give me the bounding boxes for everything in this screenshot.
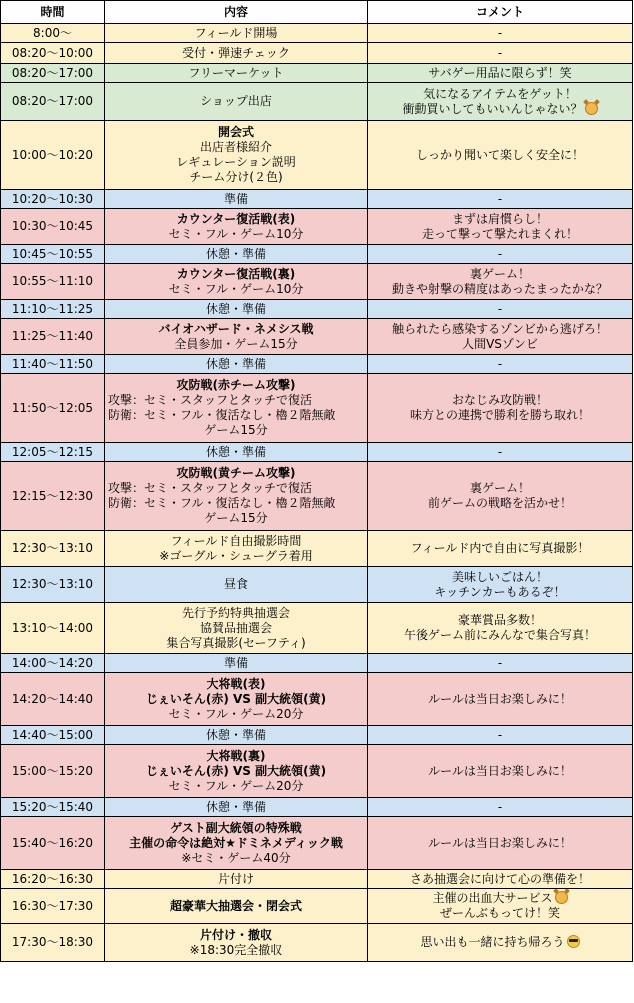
time-cell: 12:15〜12:30 bbox=[1, 462, 105, 531]
content-line: 防衛：セミ・フル・復活なし・櫓２階無敵 bbox=[108, 408, 336, 422]
time-cell: 15:40〜16:20 bbox=[1, 817, 105, 870]
comment-line bbox=[371, 282, 629, 297]
table-row bbox=[1, 24, 633, 43]
comment-cell bbox=[368, 264, 633, 300]
content-cell bbox=[105, 24, 368, 43]
comment-text: まずは肩慣らし！ bbox=[451, 211, 548, 226]
comment-text: しっかり聞いて楽しく安全に！ bbox=[415, 147, 584, 162]
table-row bbox=[1, 64, 633, 83]
content-line: セミ・フル・ゲーム10分 bbox=[168, 226, 304, 241]
content-cell bbox=[105, 745, 368, 798]
comment-cell bbox=[368, 209, 633, 245]
time-cell: 12:05〜12:15 bbox=[1, 443, 105, 462]
comment-cell bbox=[368, 924, 633, 962]
content-cell bbox=[105, 870, 368, 889]
comment-text: 人間VSゾンビ bbox=[462, 336, 538, 351]
table-row bbox=[1, 355, 633, 374]
time-cell: 13:10〜14:00 bbox=[1, 603, 105, 654]
time-cell: 16:30〜17:30 bbox=[1, 889, 105, 924]
header-comment: コメント bbox=[368, 1, 633, 24]
comment-cell bbox=[368, 673, 633, 726]
content-line: ショップ出店 bbox=[200, 94, 272, 108]
comment-text: おなじみ攻防戦！ bbox=[451, 393, 548, 407]
comment-line bbox=[371, 337, 629, 352]
content-line: フィールド開場 bbox=[194, 25, 278, 40]
comment-text: 気になるアイテムをゲット！ bbox=[423, 86, 577, 101]
content-line: 片付け・撤収 bbox=[199, 927, 272, 942]
content-cell bbox=[105, 924, 368, 962]
content-line: ※セミ・ゲーム40分 bbox=[181, 850, 291, 865]
time-cell: 14:00〜14:20 bbox=[1, 654, 105, 673]
comment-line bbox=[371, 496, 629, 511]
content-cell bbox=[105, 889, 368, 924]
table-row bbox=[1, 745, 633, 798]
content-line: 休憩・準備 bbox=[205, 356, 266, 371]
smiling-devil-icon bbox=[585, 102, 598, 115]
time-cell: 10:00〜10:20 bbox=[1, 121, 105, 190]
comment-line bbox=[371, 192, 629, 207]
content-line: フィールド自由撮影時間 bbox=[170, 533, 302, 548]
content-cell bbox=[105, 817, 368, 870]
content-cell bbox=[105, 209, 368, 245]
comment-text: キッチンカーもあるぞ！ bbox=[434, 584, 566, 599]
comment-line bbox=[371, 613, 629, 628]
comment-text: 午後ゲーム前にみんなで集合写真！ bbox=[403, 628, 596, 642]
comment-text: - bbox=[497, 655, 503, 670]
comment-line bbox=[371, 302, 629, 317]
content-line: 協賛品抽選会 bbox=[199, 620, 272, 635]
comment-cell bbox=[368, 889, 633, 924]
comment-cell bbox=[368, 355, 633, 374]
content-cell bbox=[105, 798, 368, 817]
comment-line bbox=[371, 357, 629, 372]
comment-cell bbox=[368, 462, 633, 531]
content-line: 大将戦(表) bbox=[206, 676, 266, 691]
comment-text: ルールは当日お楽しみに！ bbox=[428, 763, 572, 778]
content-line: 休憩・準備 bbox=[205, 444, 266, 459]
time-cell: 15:20〜15:40 bbox=[1, 798, 105, 817]
content-cell bbox=[105, 64, 368, 83]
content-cell bbox=[105, 190, 368, 209]
content-cell bbox=[105, 264, 368, 300]
time-cell: 14:20〜14:40 bbox=[1, 673, 105, 726]
time-cell: 11:10〜11:25 bbox=[1, 300, 105, 319]
header-content: 内容 bbox=[105, 1, 368, 24]
table-row bbox=[1, 462, 633, 531]
comment-line bbox=[371, 935, 629, 950]
time-cell: 08:20〜17:00 bbox=[1, 83, 105, 121]
time-cell: 10:20〜10:30 bbox=[1, 190, 105, 209]
content-cell bbox=[105, 654, 368, 673]
time-cell: 17:30〜18:30 bbox=[1, 924, 105, 962]
comment-line bbox=[371, 87, 629, 102]
content-line: カウンター復活戦(表) bbox=[176, 211, 296, 226]
comment-cell bbox=[368, 300, 633, 319]
comment-cell bbox=[368, 319, 633, 355]
comment-text: 前ゲームの戦略を活かせ！ bbox=[427, 496, 572, 510]
comment-line bbox=[371, 393, 629, 408]
comment-cell bbox=[368, 374, 633, 443]
comment-cell bbox=[368, 24, 633, 43]
comment-text: さあ抽選会に向けて心の準備を！ bbox=[409, 871, 590, 886]
content-line: じぇいそん(赤) VS 副大統領(黄) bbox=[145, 691, 327, 706]
comment-line bbox=[371, 906, 629, 921]
time-cell: 10:55〜11:10 bbox=[1, 264, 105, 300]
comment-text: - bbox=[497, 799, 503, 814]
comment-text: ルールは当日お楽しみに！ bbox=[428, 835, 572, 850]
comment-line bbox=[371, 891, 629, 906]
comment-text: 裏ゲーム！ bbox=[469, 481, 530, 495]
comment-cell bbox=[368, 654, 633, 673]
content-cell bbox=[105, 355, 368, 374]
comment-line bbox=[371, 102, 629, 117]
comment-text: 走って撃って撃たれまくれ！ bbox=[421, 226, 578, 241]
comment-line bbox=[371, 481, 629, 496]
time-cell: 08:20〜17:00 bbox=[1, 64, 105, 83]
comment-line bbox=[371, 728, 629, 743]
content-line: 攻撃：セミ・スタッフとタッチで復活 bbox=[108, 393, 313, 407]
comment-cell bbox=[368, 726, 633, 745]
time-cell: 12:30〜13:10 bbox=[1, 567, 105, 603]
content-cell bbox=[105, 300, 368, 319]
comment-text: - bbox=[497, 246, 503, 261]
table-row bbox=[1, 817, 633, 870]
table-row bbox=[1, 374, 633, 443]
content-cell bbox=[105, 603, 368, 654]
comment-text: - bbox=[497, 191, 503, 206]
comment-cell bbox=[368, 603, 633, 654]
time-cell: 11:25〜11:40 bbox=[1, 319, 105, 355]
comment-line bbox=[371, 26, 629, 41]
content-line: 主催の命令は絶対★ドミネメディック戦 bbox=[129, 835, 343, 850]
comment-cell bbox=[368, 870, 633, 889]
content-line: 休憩・準備 bbox=[205, 301, 266, 316]
time-cell: 11:50〜12:05 bbox=[1, 374, 105, 443]
content-cell bbox=[105, 374, 368, 443]
comment-text: 味方との連携で勝利を勝ち取れ！ bbox=[409, 408, 590, 422]
content-line: 出店者様紹介 bbox=[199, 140, 272, 154]
comment-line bbox=[371, 872, 629, 887]
comment-text: - bbox=[497, 45, 503, 60]
content-line: 昼食 bbox=[223, 577, 248, 591]
content-line: ※ゴーグル・シューグラ着用 bbox=[159, 548, 313, 563]
comment-line bbox=[371, 148, 629, 163]
comment-cell bbox=[368, 64, 633, 83]
header-time: 時間 bbox=[1, 1, 105, 24]
comment-line bbox=[371, 445, 629, 460]
comment-text: 豪華賞品多数！ bbox=[457, 613, 542, 627]
comment-text: - bbox=[497, 301, 503, 316]
comment-text: ぜーんぶもってけ！笑 bbox=[439, 906, 560, 920]
sunglasses-face-icon bbox=[567, 935, 580, 948]
content-line: 開会式 bbox=[217, 125, 254, 139]
comment-cell bbox=[368, 531, 633, 567]
table-row bbox=[1, 264, 633, 300]
content-cell bbox=[105, 245, 368, 264]
content-line: 先行予約特典抽選会 bbox=[181, 605, 290, 620]
comment-cell bbox=[368, 817, 633, 870]
content-cell bbox=[105, 319, 368, 355]
comment-line bbox=[371, 764, 629, 779]
content-line: ゲスト副大統領の特殊戦 bbox=[170, 820, 302, 835]
content-cell bbox=[105, 121, 368, 190]
table-row bbox=[1, 603, 633, 654]
table-row bbox=[1, 121, 633, 190]
content-cell bbox=[105, 83, 368, 121]
comment-line bbox=[371, 212, 629, 227]
time-cell: 8:00〜 bbox=[1, 24, 105, 43]
table-row bbox=[1, 870, 633, 889]
header-row bbox=[1, 1, 633, 24]
content-cell bbox=[105, 567, 368, 603]
comment-text: - bbox=[497, 25, 503, 40]
table-row bbox=[1, 443, 633, 462]
comment-cell bbox=[368, 245, 633, 264]
comment-line bbox=[371, 66, 629, 81]
comment-line bbox=[371, 247, 629, 262]
content-line: 大将戦(裏) bbox=[206, 748, 266, 763]
table-row bbox=[1, 726, 633, 745]
smiling-devil-icon bbox=[555, 891, 568, 904]
time-cell: 12:30〜13:10 bbox=[1, 531, 105, 567]
comment-text: サバゲー用品に限らず！笑 bbox=[428, 65, 572, 80]
content-line: レギュレーション説明 bbox=[176, 155, 296, 169]
time-cell: 14:40〜15:00 bbox=[1, 726, 105, 745]
comment-cell bbox=[368, 83, 633, 121]
content-line: フリーマーケット bbox=[188, 65, 284, 80]
comment-text: 触られたら感染するゾンビから逃げろ！ bbox=[392, 321, 608, 336]
comment-text: 裏ゲーム！ bbox=[469, 266, 530, 281]
comment-text: ルールは当日お楽しみに！ bbox=[428, 691, 572, 706]
content-line: チーム分け(２色) bbox=[189, 170, 283, 184]
content-line: 超豪華大抽選会・閉会式 bbox=[169, 898, 302, 913]
comment-text: - bbox=[497, 444, 503, 459]
comment-line bbox=[371, 836, 629, 851]
content-cell bbox=[105, 673, 368, 726]
content-line: セミ・フル・ゲーム10分 bbox=[168, 281, 304, 296]
content-line: 休憩・準備 bbox=[205, 799, 266, 814]
table-row bbox=[1, 798, 633, 817]
time-cell: 10:30〜10:45 bbox=[1, 209, 105, 245]
time-cell: 10:45〜10:55 bbox=[1, 245, 105, 264]
comment-text: - bbox=[497, 727, 503, 742]
table-row bbox=[1, 319, 633, 355]
comment-line bbox=[371, 322, 629, 337]
table-row bbox=[1, 567, 633, 603]
comment-cell bbox=[368, 443, 633, 462]
comment-line bbox=[371, 585, 629, 600]
time-cell: 16:20〜16:30 bbox=[1, 870, 105, 889]
content-line: じぇいそん(赤) VS 副大統領(黄) bbox=[145, 763, 327, 778]
comment-line bbox=[371, 408, 629, 423]
content-line: 休憩・準備 bbox=[205, 246, 266, 261]
table-row bbox=[1, 83, 633, 121]
content-line: 攻撃：セミ・スタッフとタッチで復活 bbox=[108, 481, 313, 495]
content-line: 受付・弾速チェック bbox=[182, 45, 290, 60]
table-row bbox=[1, 300, 633, 319]
comment-cell bbox=[368, 121, 633, 190]
table-row bbox=[1, 43, 633, 64]
content-cell bbox=[105, 43, 368, 64]
comment-line bbox=[371, 46, 629, 61]
comment-line bbox=[371, 227, 629, 242]
comment-line bbox=[371, 570, 629, 585]
content-line: ※18:30完全撤収 bbox=[189, 942, 283, 957]
content-line: ゲーム15分 bbox=[204, 511, 268, 525]
content-line: 全員参加・ゲーム15分 bbox=[174, 336, 298, 351]
time-cell: 11:40〜11:50 bbox=[1, 355, 105, 374]
table-row bbox=[1, 531, 633, 567]
content-cell bbox=[105, 726, 368, 745]
content-line: セミ・フル・ゲーム20分 bbox=[168, 778, 304, 793]
content-cell bbox=[105, 531, 368, 567]
comment-text: 主催の出血大サービス bbox=[432, 891, 553, 905]
comment-line bbox=[371, 692, 629, 707]
table-row bbox=[1, 673, 633, 726]
comment-line bbox=[371, 800, 629, 815]
content-line: バイオハザード・ネメシス戦 bbox=[158, 321, 314, 336]
content-line: 防衛：セミ・フル・復活なし・櫓２階無敵 bbox=[108, 496, 336, 510]
content-line: ゲーム15分 bbox=[204, 423, 268, 437]
comment-text: 動きや射撃の精度はあったまったかな？ bbox=[392, 281, 608, 296]
content-line: 休憩・準備 bbox=[205, 727, 266, 742]
comment-text: フィールド内で自由に写真撮影！ bbox=[410, 541, 590, 555]
comment-text: - bbox=[497, 356, 503, 371]
comment-cell bbox=[368, 798, 633, 817]
content-cell bbox=[105, 443, 368, 462]
comment-line bbox=[371, 541, 629, 556]
time-cell: 08:20〜10:00 bbox=[1, 43, 105, 64]
content-line: 攻防戦(赤チーム攻撃) bbox=[176, 378, 296, 392]
content-line: カウンター復活戦(裏) bbox=[176, 266, 296, 281]
content-line: 片付け bbox=[217, 871, 254, 886]
comment-cell bbox=[368, 190, 633, 209]
comment-text: 思い出も一緒に持ち帰ろう bbox=[420, 935, 565, 949]
table-row bbox=[1, 190, 633, 209]
content-line: 準備 bbox=[223, 655, 248, 670]
comment-line bbox=[371, 628, 629, 643]
comment-text: 美味しいごはん！ bbox=[451, 569, 548, 584]
content-cell bbox=[105, 462, 368, 531]
table-row bbox=[1, 209, 633, 245]
content-line: セミ・フル・ゲーム20分 bbox=[168, 706, 304, 721]
content-line: 準備 bbox=[223, 191, 248, 206]
comment-cell bbox=[368, 745, 633, 798]
table-row bbox=[1, 889, 633, 924]
comment-line bbox=[371, 267, 629, 282]
content-line: 攻防戦(黄チーム攻撃) bbox=[176, 466, 296, 480]
table-row bbox=[1, 924, 633, 962]
table-row bbox=[1, 654, 633, 673]
comment-line bbox=[371, 656, 629, 671]
comment-text: 衝動買いしてもいいんじゃない？ bbox=[402, 101, 583, 116]
schedule-body bbox=[1, 24, 633, 962]
time-cell: 15:00〜15:20 bbox=[1, 745, 105, 798]
comment-cell bbox=[368, 567, 633, 603]
content-line: 集合写真撮影(セーフティ) bbox=[166, 635, 306, 650]
comment-cell bbox=[368, 43, 633, 64]
table-row bbox=[1, 245, 633, 264]
